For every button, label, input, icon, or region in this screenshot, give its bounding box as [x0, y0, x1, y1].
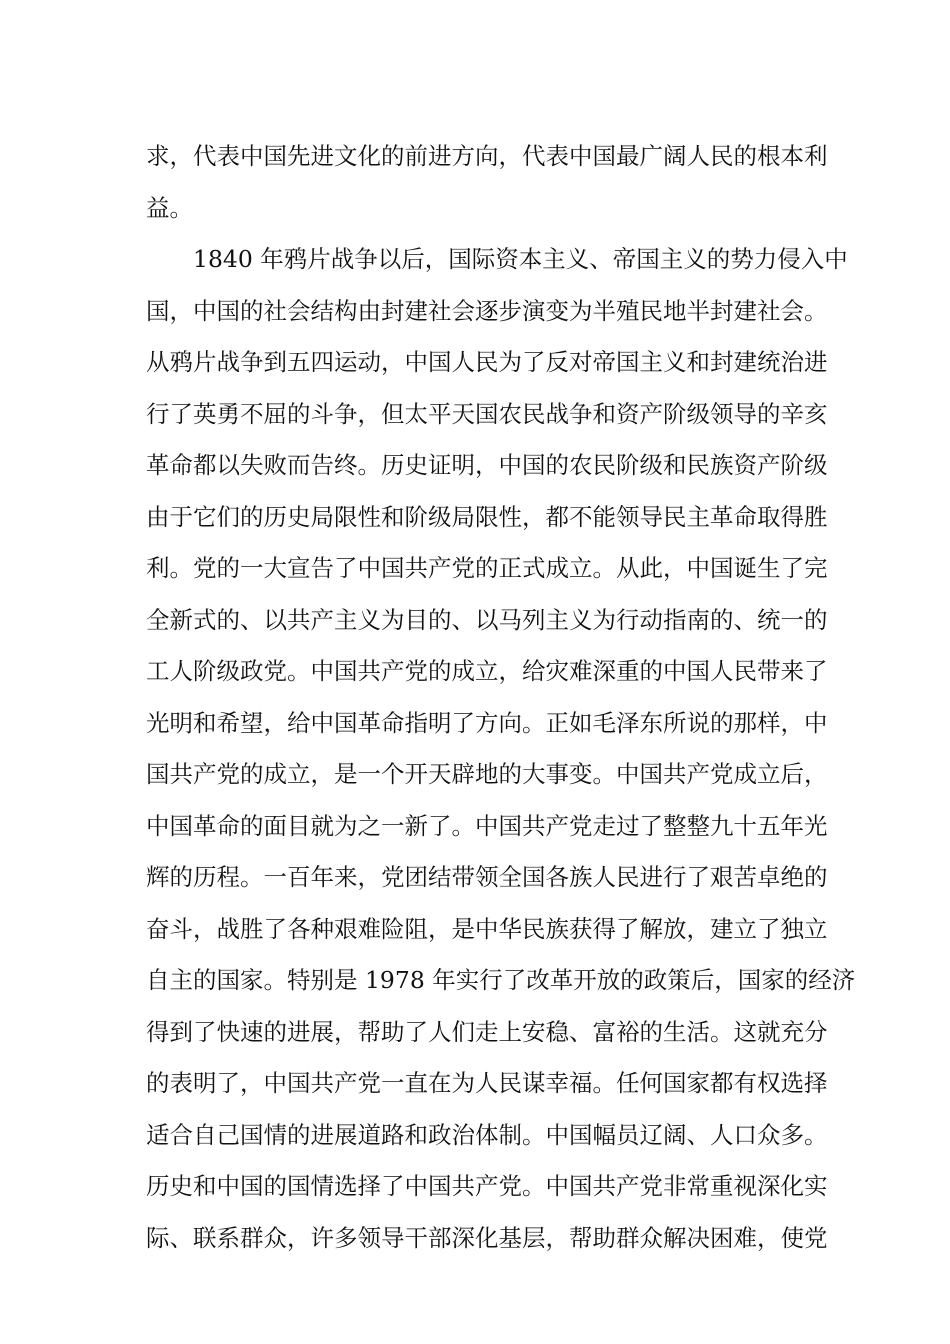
text-line: 际、联系群众，许多领导干部深化基层，帮助群众解决困难，使党	[146, 1223, 828, 1252]
text-line: 由于它们的历史局限性和阶级局限性，都不能领导民主革命取得胜	[146, 502, 828, 531]
text-line: 光明和希望，给中国革命指明了方向。正如毛泽东所说的那样，中	[146, 708, 828, 737]
text-line: 奋斗，战胜了各种艰难险阻，是中华民族获得了解放，建立了独立	[146, 914, 828, 943]
body-text	[146, 131, 856, 1264]
text-line: 利。党的一大宣告了中国共产党的正式成立。从此，中国诞生了完	[146, 554, 828, 582]
text-line: 1840 年鸦片战争以后，国际资本主义、帝国主义的势力侵入中	[146, 245, 848, 273]
text-line: 从鸦片战争到五四运动，中国人民为了反对帝国主义和封建统治进	[146, 348, 828, 376]
text-line: 自主的国家。特别是 1978 年实行了改革开放的政策后，国家的经济	[146, 966, 856, 994]
text-line: 益。	[146, 193, 193, 222]
text-line: 全新式的、以共产主义为目的、以马列主义为行动指南的、统一的	[146, 605, 828, 634]
text-line: 辉的历程。一百年来，党团结带领全国各族人民进行了艰苦卓绝的	[146, 863, 828, 891]
text-line: 国，中国的社会结构由封建社会逐步演变为半殖民地半封建社会。	[146, 296, 828, 325]
text-line: 适合自己国情的进展道路和政治体制。中国幅员辽阔、人口众多。	[146, 1120, 828, 1149]
text-line: 工人阶级政党。中国共产党的成立，给灾难深重的中国人民带来了	[146, 657, 828, 685]
text-line: 革命都以失败而告终。历史证明，中国的农民阶级和民族资产阶级	[146, 451, 828, 479]
text-line: 行了英勇不屈的斗争，但太平天国农民战争和资产阶级领导的辛亥	[146, 399, 828, 428]
text-line: 的表明了，中国共产党一直在为人民谋幸福。任何国家都有权选择	[146, 1069, 828, 1097]
text-line: 历史和中国的国情选择了中国共产党。中国共产党非常重视深化实	[146, 1172, 828, 1200]
text-line: 得到了快速的进展，帮助了人们走上安稳、富裕的生活。这就充分	[146, 1017, 828, 1046]
text-line: 求，代表中国先进文化的前进方向，代表中国最广阔人民的根本利	[146, 142, 828, 170]
text-line: 中国革命的面目就为之一新了。中国共产党走过了整整九十五年光	[146, 811, 828, 840]
text-line: 国共产党的成立，是一个开天辟地的大事变。中国共产党成立后，	[146, 760, 828, 788]
